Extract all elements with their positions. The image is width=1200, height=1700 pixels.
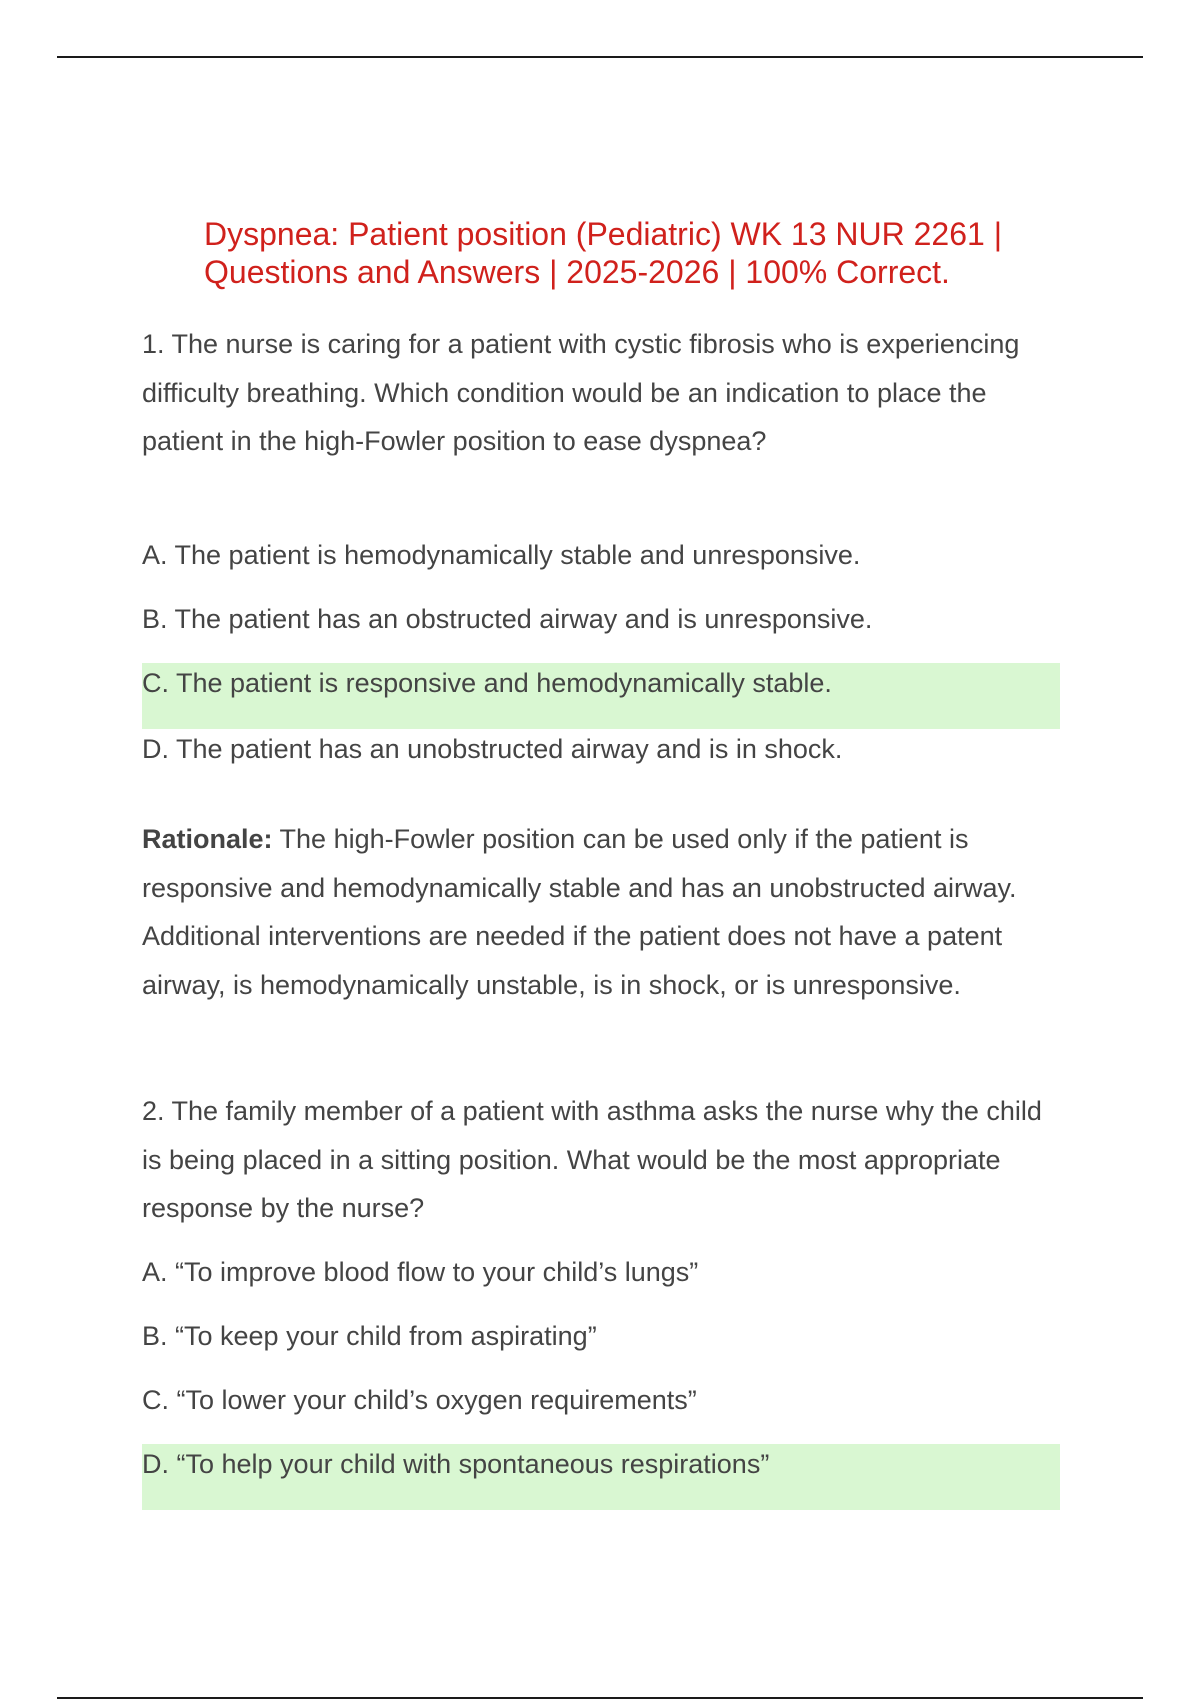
question-1-stem: 1. The nurse is caring for a patient with cystic fibrosis who is experiencing difficulty breathing. Which condition would be an indication to place the patient in the high-Fowler position to ease dyspnea? [142,329,1020,456]
rationale-text: The high-Fowler position can be used only if the patient is responsive and hemodynamically stable and has an unobstructed airway. Additional interventions are needed if the patient does not have a patent airway, is hemodynamically unstable, is in shock, or is unresponsive. [142,824,1017,1000]
question-1-option-c-correct: C. The patient is responsive and hemodynamically stable. [142,663,1060,729]
title-line-1: Dyspnea: Patient position (Pediatric) WK 13 NUR 2261 | [204,216,1003,252]
question-1-option-b: B. The patient has an obstructed airway and is unresponsive. [142,604,873,634]
question-2-option-b: B. “To keep your child from aspirating” [142,1321,597,1351]
question-2-option-c: C. “To lower your child’s oxygen requirements” [142,1385,697,1415]
question-1-option-a: A. The patient is hemodynamically stable and unresponsive. [142,540,861,570]
question-2-option-d-correct: D. “To help your child with spontaneous respirations” [142,1444,1060,1510]
question-1-option-d: D. The patient has an unobstructed airway and is in shock. [142,734,843,764]
title-line-2: Questions and Answers | 2025-2026 | 100% Correct. [204,254,950,290]
top-rule [57,56,1143,58]
question-2-stem: 2. The family member of a patient with asthma asks the nurse why the child is being placed in a sitting position. What would be the most appropriate response by the nurse? [142,1096,1042,1223]
rationale-label: Rationale: [142,824,273,854]
question-1-rationale [142,815,1062,1009]
document-title [204,215,1104,291]
question-2-option-a: A. “To improve blood flow to your child’s lungs” [142,1257,699,1287]
bottom-rule [57,1697,1143,1699]
